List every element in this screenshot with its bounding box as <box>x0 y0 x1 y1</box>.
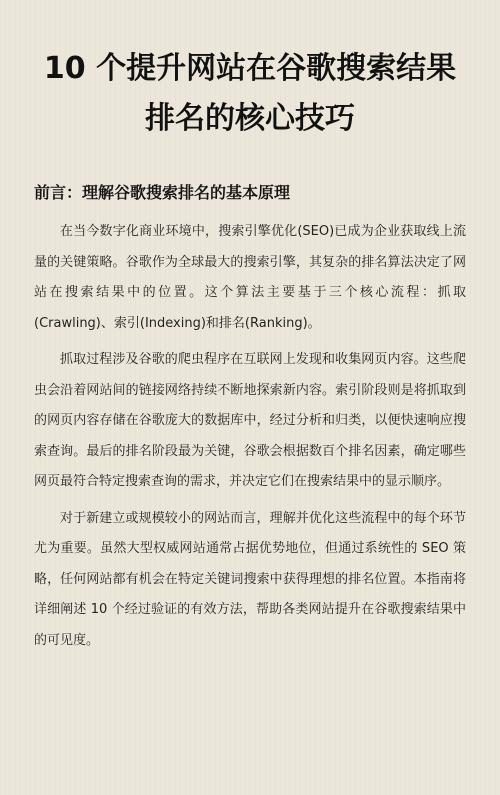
article-title-line-1: 10 个提升网站在谷歌搜索结果 <box>43 51 457 86</box>
body-paragraph-3: 对于新建立或规模较小的网站而言，理解并优化这些流程中的每个环节尤为重要。虽然大型权威网站通常占据优势地位，但通过系统性的 SEO 策略，任何网站都有机会在特定关键词搜索中获得理想的排名位置。本指南将详细阐述 10 个经过验证的有效方法，帮助各类网站提升在谷歌搜索结果中的可见度。 <box>34 510 466 648</box>
section-heading: 前言：理解谷歌搜索排名的基本原理 <box>34 183 291 202</box>
article-title <box>34 0 466 144</box>
body-paragraph-2: 抓取过程涉及谷歌的爬虫程序在互联网上发现和收集网页内容。这些爬虫会沿着网站间的链接网络持续不断地探索新内容。索引阶段则是将抓取到的网页内容存储在谷歌庞大的数据库中，经过分析和归类，以便快速响应搜索查询。最后的排名阶段最为关键，谷歌会根据数百个排名因素，确定哪些网页最符合特定搜索查询的需求，并决定它们在搜索结果中的显示顺序。 <box>34 352 466 489</box>
article-title-line-2: 排名的核心技巧 <box>145 101 355 136</box>
body-paragraph-1: 在当今数字化商业环境中，搜索引擎优化(SEO)已成为企业获取线上流量的关键策略。谷歌作为全球最大的搜索引擎，其复杂的排名算法决定了网站在搜索结果中的位置。这个算法主要基于三个核心流程：抓取(Crawling)、索引(Indexing)和排名(Ranking)。 <box>34 224 466 331</box>
